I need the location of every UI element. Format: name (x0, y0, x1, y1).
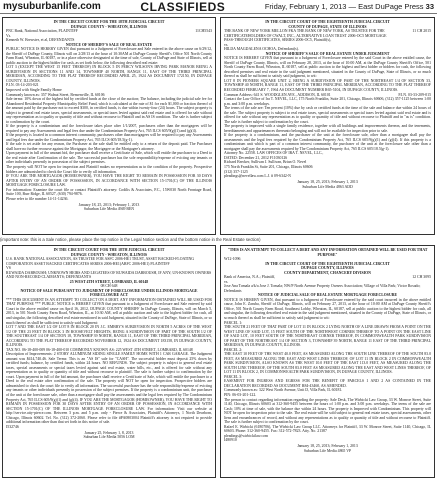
notice-title: NOTICE OF SHERIFF'S SALE OF REAL ESTATE (65, 42, 153, 47)
pin: TAX NO. 06-18-400-009 06-18-400-010 COMMONLY KNOWN AS: 225 WEST 4TH STREET, LOMBARD, IL 60148 (6, 347, 193, 352)
notice-body: *** THIS DOCUMENT IS AN ATTEMPT TO COLLECT ON A DEBT. ANY INFORMATION OBTAINED WILL BE USED FOR THAT PURPOSE *** PUBLIC NOTICE is HEREBY GIVEN that pursuant to a Judgment of Foreclosure and Sale entered by said Court in the above entitled cause on April 16, 2012, DUPAGE COUNTY SHERIFF In DuPage County, Illinois, will on March 5, 2013, in 501 North County Farm Road, Wheaton, IL, at 10:30 AM, sell at public auction and sale to the highest bidder for cash, all and singular, the following described real estate mentioned in said Judgment, situated in the County of DuPage, State of Illinois, or so much thereof as shall be sufficient to satisfy said Judgment: (6, 297, 212, 325)
plaintiff: PNC Bank, National Association, PLAINTIFF (6, 29, 78, 34)
possession-clause: IF YOU ARE THE MORTGAGOR (HOMEOWNER), YOU HAVE THE RIGHT TO REMAIN IN POSSESSION FOR 30 DAYS AFTER ENTRY OF AN ORDER OF POSSESSION, IN ACCORDANCE WITH SECTION 15-1701(C) OF THE ILLINOIS MORTGAGE FORECLOSURE LAW. (6, 174, 212, 188)
versus: vs. (224, 279, 229, 284)
pin: PIN: 06-03-201-122. (224, 393, 257, 397)
sale-terms: Sale terms: 10% down of the highest bid by certified funds at the close of the auction; The balance, including the judicial sale fee for Abandoned Residential Property Municipality Relief Fund, which is calculated at the rate of $1 for each $1,000 or fraction thereof of the amount paid by the purchaser not to exceed $300, in certified funds, is due within twenty-four (24) hours. The subject property is subject to general real estate taxes, special assessments, or special taxes levied against said real estate and is offered for sale without any representation as to quality or quantity of title and without recourse to Plaintiff and in AS IS condition. The sale is further subject to confirmation by the court. (6, 97, 212, 124)
court-name: IN THE CIRCUIT COURT OF THE EIGHTEENTH JUDICIAL CIRCUIT (265, 20, 390, 24)
plaintiff: Bank of America, N.A.; Plaintiff, (224, 275, 276, 280)
case-number: 11 CH 2015 (412, 29, 431, 34)
issue-info: Friday, February 1, 2013 — East DuPage Press 33 (264, 2, 434, 11)
defendant: HILDA MAGDALENA OCHOA, Defendant(s). (224, 47, 299, 52)
notice-title: NOTICE OF SHERIFF'S SALE OF REAL ESTATE UNDER JUDGMENT (265, 51, 390, 56)
issue-date: Friday, February 1, 2013 (264, 2, 347, 11)
condo-clause: If the property is a condominium and the foreclosure takes place after 1/1/2007, purchasers other than the mortgagees will be required to pay any Assessments and legal fees due under the Condominium Property Act, 765 ILCS 605/9(g)(1) and (g)(4). (6, 124, 212, 133)
sale-terms: The person to contact regarding information regarding the property: Sale Desk, The Wirbicki Law Group, 33 W. Monroe Street, Suite 1140, Chicago, Illinois 60603 at 312-360-9455 between the hours of 1:00 p.m. and 3:00 p.m. weekdays. The terms of the sale are Cash; 10% at time of sale, with the balance due within 24 hours. The property is Improved with Condominium. This property will NOT be open for inspection prior to the sale. The real estate will be sold subject to general real estate taxes, special assessments, other liens and encumbrances of record, and without any representations as to quality or quantity of title and without recourse to Plaintiff. The sale is further subject to confirmation by the court. (224, 397, 431, 425)
set-aside-clause: If the sale is set aside for any reason, the Purchaser at the sale shall be entitled only to a return of the deposit paid. The Purchaser shall have no further recourse against the Mortgagor, the Mortgagee or the Mortgagee's attorney. (6, 142, 212, 151)
legal-notice-ad (220, 245, 435, 478)
pin: P.I.N. 03-33-209-015 (398, 92, 431, 97)
sale-terms: The terms of the sale are: Ten percent (10%) due by cash or certified funds at the time of the sale and balance due within 24 hours of the sale. The subject property is subject to real estate taxes, special assessments or special taxes levied against said real estate and is offered for sale without any representation as to quality or quantity of title and without recourse to Plaintiff and in "as is" condition. The sale is further subject to confirmation by the court. (224, 106, 431, 124)
property-heading: 25 WEST 4TH STREET, LOMBARD, IL 60148 (69, 279, 149, 284)
publication-info: Suburban Life Media 4865 VP (303, 448, 352, 453)
legal-notice-ad (220, 17, 435, 235)
certificate-clause: Upon payment in full of the amount bid, the purchaser shall receive a Certificate of Sale, which will entitle the purchaser to a Deed to the real estate after Confirmation of the sale. The successful purchaser has the sole responsibility/expense of evicting any tenants or other individuals presently in possession of the subject premises. (6, 151, 212, 165)
publication-dates: January 18, 25, 2013; February 1, 2013 (297, 180, 358, 185)
versus: Vs. (6, 33, 12, 38)
placement-note-text: (important note: this is a Sale notice, please place the top notice in the Legal Notice section and the bottom notice in the Real Estate section) (0, 237, 261, 242)
legal-description: LOT 3 (EXCEPT THE WEST 15 FEET THEREOF) IN BLOCK 5 IN PERCY WILSON'S IRVING PARK MANOR BEING A SUBDIVISION IN SECTIONS 11 AND 14, TOWNSHIP 40 NORTH, RANGE 11, EAST OF THE THIRD PRINCIPAL MERIDIAN, ACCORDING TO THE PLAT THEREOF RECORDED APRIL 25, 1924 AS DOCUMENT 172150, IN DUPAGE COUNTY, ILLINOIS. (6, 65, 212, 83)
parcel-1-description: THE SOUTH 21 FEET OF THAT PART OF LOT 11 IN BLOCK 2 LYING NORTH OF A LINE DRAWN FROM A POINT ON THE WEST LINE OF SAID LOT, 15 FEET SOUTH OF THE NORTHWEST CORNER THEREOF TO A POINT ON THE EAST LINE OF SAID LOT, 10 FEET SOUTH OF THE NORTHEAST CORNER THEREOF, IN COMMONWEALTH PARK SUBDIVISION OF PART OF THE NORTHEAST 1/4 OF SECTION 3, TOWNSHIP 39 NORTH, RANGE 11 EAST OF THE THIRD PRINCIPAL MERIDIAN, IN DUPAGE COUNTY, ILLINOIS. (224, 325, 431, 348)
county-name: DUPAGE COUNTY, ILLINOIS (301, 266, 354, 271)
attorney-number: Attorney No. 22558. LAW OFFICES OF IRA T. NEVEL, LLC., (224, 151, 324, 156)
notice-body: PUBLIC NOTICE IS HEREBY GIVEN that pursuant to a Judgment of Foreclosure and Sale entered in the above cause on 6/29/12, the Sheriff of DuPage County, Illinois will on 2/28/13 at the hour of 10:30AM at DuPage County Sheriff's Office 501 North County Farm Road, Wheaton, IL 60187, or in a place otherwise designated at the time of sale, County of DuPage and State of Illinois, sell at public auction to the highest bidder for cash, as set forth below, the following described real estate: (6, 47, 212, 65)
versus: vs. (224, 42, 229, 47)
parcel-3-description: EASEMENT FOR INGRESS AND EGRESS FOR THE BENEFIT OF PARCELS 1 AND 2 AS CONTAINED IN THE DECLARATION RECORDED AS DOCUMENT R84-43460, AS AMENDED. (224, 379, 431, 388)
file-number: I480910 (224, 438, 237, 443)
defendant: RUWAIDA DABBOUSH; UNKNOWN HEIRS AND LEGATEES OF RUWAIDA DABBOUSH, IF ANY; UN-KNOWN OWNERS AND NON-RECORD CLAIMANTS; DEFENDANTS (6, 270, 212, 280)
masthead (0, 0, 437, 14)
publication-name: East DuPage (358, 2, 403, 11)
publication-dates: January 25, February 1, 8, 2013 (84, 430, 134, 435)
parcel-3-label: PARCEL 3: (224, 374, 243, 379)
site-name[interactable]: mysuburbanlife.com (3, 1, 101, 12)
plaintiff: U.S. BANK NATIONAL ASSOCIATION, AS TRUSTEE FOR ASFC 2006-HE1 TRUST, ASSET BACKED-FLOATING CORPORATION ASSET BACKED CERTIFICATES SERIES 2006-HE1(ABFC 2006-HE1) PLAINTIFF (6, 257, 195, 266)
county-name: COUNTY OF DUPAGE, STATE OF ILLINOIS (288, 24, 367, 29)
inspection-clause: The property will NOT be open for inspection and Plaintiff makes no representation as to the condition of the property. Prospective bidders are admonished to check the Court file to verify all information. (6, 165, 212, 174)
attorney-phone: (312) 357-1125 (224, 169, 248, 174)
county-name: DUPAGE COUNTY - WHEATON, ILLINOIS (70, 252, 148, 257)
section-title: CLASSIFIEDS (140, 0, 226, 14)
contact-info: Contact the Law Office of Ira T. NEVEL, LLC, 175 North Franklin, Suite 201, Chicago, Illinois 60606, (312) 357-1125 between 1:00 p.m. and 3:00 p.m. weekdays. (224, 97, 431, 106)
defendant: Kenneth W. Brewster, et al, DEFENDANTS (6, 38, 75, 43)
notice-body: NOTICE IS HEREBY GIVEN that pursuant to a Judgment of Foreclosure entered by the said Court in the above entitled cause, the Sheriff of DuPage County, Illinois, will on February 28, 2013, at the hour of 10:00 AM, at the DuPage County Sheriff's Office, 501 North County Farm Road, Wheaton, IL 60187, sell at public auction to the highest and best bidder or bidders for cash, the following described premises and real estate in the said judgment mentioned, situated in the County of DuPage, State of Illinois, or so much thereof as shall be sufficient to satisfy said judgment, to wit: (224, 56, 431, 79)
county-name: DUPAGE COUNTY - WHEATON, ILLINOIS (70, 24, 148, 29)
plaintiff: THE BANK OF NEW YORK MELLON FKA THE BANK OF NEW YORK, AS TRUSTEE FOR THE CERTIFICATEHOLDERS OF CWALT, INC., ALTERNATIVE LOAN TRUST 2006-OC5 MORTGAGE PASS-THROUGH CERTIFICATES, SERIES 2006-OC5, Plaintiff(s), (224, 29, 387, 43)
legal-notice-ad (2, 17, 216, 235)
attorney-email: pleadings@wirbickilaw.com (224, 433, 268, 438)
parcel-2-label: PARCEL 2: (224, 347, 243, 352)
publication-info: Suburban Life Media 4863 ADD (302, 184, 353, 189)
court-name: IN THE CIRCUIT COURT OF THE EIGHTEENTH JUDICIAL CIRCUIT (265, 261, 390, 266)
property-address: Commonly known as: 357 Walnut Street, Bensenville, IL 60106 (6, 92, 105, 97)
division-name: COUNTY DEPARTMENT, CHANCERY DIVISION (284, 270, 371, 275)
attorney-email: pleadings@nevellaw.com L.J. # 09-6342-N (224, 174, 291, 179)
pin: P.I.N. 03-14-203-021 (6, 83, 39, 88)
defendant: Jose Ana Tomala a/k/a Jose J. Tomala; NW/P North Avenue Property Owners Association; Village of Villa Park; Victor Rosado; Defendants (224, 284, 421, 293)
property-address: Commonly known as: 322 West North Avenue, Unit D, Villa Park, IL 60181. (224, 388, 343, 393)
placement-note (0, 237, 437, 244)
case-caption (224, 29, 431, 43)
legal-description: LOT 8 IN PIONEER SQUARE UNIT 2, BEING A SUBDIVISION OF PART OF THE NORTHEAST 1/4 OF SECTION 33, TOWNSHIP 40 NORTH, RANGE 11, EAST OF THE THIRD PRINCIPAL MERIDIAN, ACCORDING TO THE PLAT THEREOF RECORDED FEBRUARY 7, 1964 AS DOCUMENT NUMBER R65-5104, IN DUPAGE COUNTY, ILLINOIS. (224, 78, 431, 92)
dated-line: DATED: December 21, 2012 F11030126 (224, 155, 288, 160)
attorney-info: Rafael E. Wirbicki (6180706), The Wirbicki Law Group LLC. Attorneys for Plaintiff, 33 W. Monroe Street, Suite 1140, Chicago, IL 60603. Phone: 312-360-9455. Fax: 312-572-7823. Atty. No. 21387 (224, 424, 431, 434)
page-number: 33 (425, 2, 434, 11)
court-name: IN THE CIRCUIT COURT FOR THE 18TH JUDICIAL CIRCUIT (53, 20, 165, 24)
attorney-address: 175 North Franklin St, Suite 201, Chicago, Illinois 60606 (224, 165, 313, 169)
notice-title: NOTICE OF SALE PURSUANT TO JUDGMENT OF FORECLOSURE UNDER ILLINOIS MORTGAGE FORECLOSURE ACT (20, 288, 198, 298)
case-number: 11CH5543 (195, 29, 212, 34)
parcel-1-label: PARCEL 1: (224, 320, 243, 325)
court-name: IN THE CIRCUIT COURT FOR THE 18TH JUDICIAL CIRCUIT (53, 248, 165, 252)
page-label: Press (404, 2, 424, 11)
property-address: Common Address: 641 S. WOODGLEN AVE., ADDISON, IL 60101 (224, 92, 331, 97)
debt-collection-notice: "THIS IS AN ATTEMPT TO COLLECT A DEBT AND ANY INFORMATION OBTAINED WILL BE USED FOR THAT PURPOSE" (227, 248, 428, 257)
versus: VS (6, 266, 11, 271)
publication-dates: January 18, 25, 2013; February 1, 2013 (78, 202, 140, 207)
contact-info: For information: Examine the court file or contact Plaintiff's attorney: Codilis & Associates, P.C., 15W030 North Frontage Road, Suite 100, Burr Ridge, IL 60527, (630) 794-9876. (6, 187, 212, 197)
attorney-names: Richard Brecker, Sullivan J. Sullivan, Brian O. Nevel (224, 160, 307, 165)
publication-info: Suburban Life Media 5056 LOM (83, 435, 135, 440)
case-number: 08 CH 648 (100, 284, 118, 289)
condo-clause: If the property is a condominium, and the purchaser of the unit at the foreclosure sale, other than a mortgagee shall pay the assessments and the legal fees required by the Condominium Property Act, 765 ILCS 605/9(g)(1) and (g)(4). If this property is a condominium unit which is part of a common interest community, the purchaser of the unit at the foreclosure sale other than a mortgagee shall pay the assessments required by The Condominium Property Act, 765 ILCS 605/18.5(g-1). (224, 133, 431, 151)
common-interest-clause: If the property is located in a common interest community, purchasers other than mortgagees will be required to pay any Assessments and legal fees due under the Condominium Property Act, 765 ILCS 605/18.5(g-1). (6, 133, 212, 142)
notice-body: NOTICE IS HEREBY GIVEN, that pursuant to a Judgment of Foreclosure entered by the said court incurred in the above entitled cause, John E. Zaruba, Sheriff of DuPage, Illinois, will on February 27, 2013, at the hour of 10:00 AM at DuPage County Sheriff's Office, 501 North County Farm Road, Southeast Lobby, Wheaton, IL, 60187, sell at public auction to the highest bidder for cash, all and singular, the following described real estate in the said judgment mentioned, situated in the County of DuPage, State of Illinois, or so much thereof as shall be sufficient to satisfy said judgment to wit: (224, 297, 431, 320)
file-reference: W12-1096 (224, 257, 241, 262)
improvements: The property is improved with a single family residence, together with all buildings and improvements thereon, and the tenements, hereditaments and appurtenances thereunto belonging and will not be available for inspection prior to sale. (224, 124, 431, 133)
file-number: I532746 (6, 424, 19, 429)
publication-dates: January 18, 25, 2013; February 1, 2013 (297, 444, 358, 449)
case-number: 12 CH 3095 (412, 275, 431, 280)
sale-terms: Description of Improvements: 2 STORY ALUMINUM SIDING SINGLE FAMILY HOME WITH 1 CAR GARAGE. The Judgment amount was $414,740.46. Sale Terms: This is an "AS IS" sale for "CASH". The successful bidder must deposit 25% down by certified funds; balance, by certified funds, within 24 hours. NO REFUNDS. The subject property is subject to general real estate taxes, special assessments or special taxes levied against said real estate, water bills, etc., and is offered for sale without any representation as to quality or quantity of title and without recourse to plaintiff. The sale is further subject to confirmation by the court. Upon payment in full of the bid amount, the purchaser shall receive a Certificate of Sale, which will entitle the purchaser to a Deed to the real estate after confirmation of the sale. The property will NOT be open for inspection. Prospective bidders are admonished to check the court file to verify all information. The successful purchaser has the sole responsibility/expense of evicting any tenants or other individuals presently in possession of the subject premises. If the property is a condominium unit, the purchaser of the unit at the foreclosure sale, other than a mortgagee shall pay the assessments and the legal fees required by The Condominium Property Act, 765 ILCS 605/9(g)(1) and (g)(4). IF YOU ARE THE MORTGAGOR (HOMEOWNER), YOU HAVE THE RIGHT TO REMAIN IN POSSESSION FOR 30 DAYS AFTER ENTRY OF AN ORDER OF POSSESSION, IN ACCORDANCE WITH SECTION 15-1701(C) OF THE ILLINOIS MORTGAGE FORECLOSURE LAW. For information: Visit our website at http://service.atty-pierce.com. Between 3 p.m. and 5 p.m. only - Pierce & Associates, Plaintiff's Attorneys, 1 North Dearborn, Chicago, Illinois 60602. Tel. No. (312) 372-2060. Please refer to file #PA0803004 Plaintiff's attorney is not required to provide additional information other than that set forth in this notice of sale. (6, 352, 212, 425)
improvements: Improved with Single Family Home (6, 87, 62, 92)
legal-notice-ad (2, 245, 216, 478)
notice-title: NOTICE OF JUDICIAL SALE OF REAL ESTATE MORTGAGE FORECLOSURE (257, 293, 398, 298)
parcel-2-description: THE EAST 10 FEET OF THE WEST 40.0 FEET, AS MEASURED ALONG THE SOUTH LINE THEREOF OF THE SOUTH 83.0 FEET, AS MEASURED ALONG THE EAST AND WEST LINES THEREOF, OF LOT 11 IN BLOCK 2 IN COMMONWEALTH PARK SUBDIVISION, ALSO KNOWN AS THE WEST 10.0 FEET OF THE EAST 113.0 FEET, AS MEASURED ALONG THE SOUTH LINE THEREOF, OF THE SOUTH 83.0 FEET AS MEASURED ALONG THE EAST AND WEST LINES THEREOF, OF LOT 11 IN BLOCK 2, IN COMMONWEALTH PARK SUBDIVISION, IN DUPAGE COUNTY, ILLINOIS. (224, 352, 431, 375)
publication-info: Suburban Life Media 4949 BEN (83, 207, 135, 212)
legal-description: LOT 7 AND THE EAST 1/2 OF LOT 8 IN BLOCK 20 IN J.C. EMBRY'S SUBDIVISION IN NORTH 5 ACRES OF THE WEST 1/2 OF THE 23 FEET IN BLOCK 3 IN ROOSEVELT HEIGHTS, BEING A SUBDIVISION OF PART OF THE SOUTH 1/2 OF THE SOUTHEAST 1/4 OF SECTION 18, TOWNSHIP 39 NORTH, RANGE 11, EAST OF THE THIRD PRINCIPAL MERIDIAN, ACCORDING TO THE PLAT THEREOF RECORDED NOVEMBER 12, 1924 AS DOCUMENT 183158, IN DUPAGE COUNTY, ILLINOIS. (6, 325, 212, 348)
file-number: Please refer to file number 14-11-14236. (6, 196, 69, 201)
